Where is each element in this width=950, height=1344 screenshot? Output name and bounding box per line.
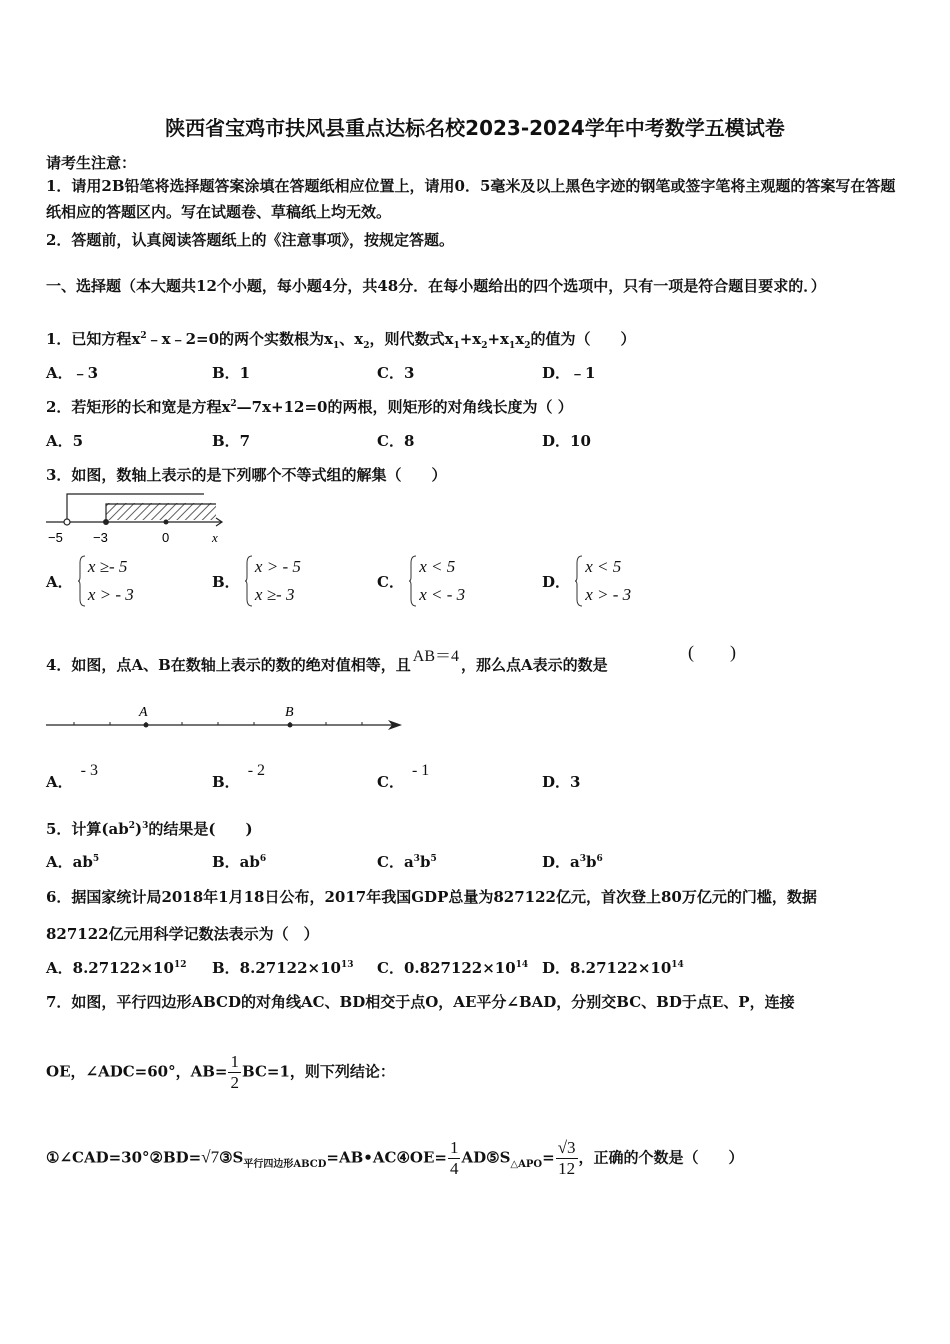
q2-option-c[interactable]: C．8: [377, 432, 415, 450]
question-7-line-3: $①\angle CAD=30^\circ ②BD=√7③S_{平行四边形ABCD}=AB•AC④OE=$ $\frac{1}{4}$ $AD⑤S_{\triangle APO}=$ $\frac{√3}{12}$ ，正确的个数是（ ）: [46, 1138, 744, 1178]
axis-label-zero: 0: [162, 530, 170, 545]
q1-option-d[interactable]: D．﹣1: [542, 364, 596, 382]
axis-label-minus3: −3: [93, 530, 108, 545]
fraction-sqrt3-over-12: $\frac{√3}{12}$: [557, 1138, 576, 1178]
question-3: 3．如图，数轴上表示的是下列哪个不等式组的解集（ ）: [46, 466, 447, 484]
axis-label-minus5: −5: [48, 530, 63, 545]
solution-shading: [106, 503, 216, 520]
page-title: 陕西省宝鸡市扶风县重点达标名校2023-2024学年中考数学五模试卷: [165, 116, 785, 140]
q1-option-c[interactable]: C．3: [377, 364, 415, 382]
q5-option-c[interactable]: C．$a^3b^5$: [377, 853, 437, 871]
q4-answer-paren: ( ): [688, 642, 736, 662]
q4-option-a[interactable]: A．- 3: [46, 762, 98, 791]
q3-option-c[interactable]: C． x < 5 x < - 3: [377, 557, 466, 604]
question-5: 5．计算$(ab^2)^3$的结果是( ): [46, 820, 253, 838]
notice-heading: 请考生注意：: [46, 154, 137, 172]
q4-option-b[interactable]: B．- 2: [212, 762, 266, 791]
question-7-line-2: OE，∠ADC=60°，AB= $\frac{1}{2}$ BC=1，则下列结论：: [46, 1052, 395, 1092]
section-heading: 一、选择题（本大题共12个小题，每小题4分，共48分．在每小题给出的四个选项中，只有一项是符合题目要求的．）: [46, 277, 826, 295]
origin-point: [164, 520, 169, 525]
q5-option-d[interactable]: D．$a^3b^6$: [542, 853, 603, 871]
q4-number-line-figure: [44, 700, 406, 736]
fraction-one-half: $\frac{1}{2}$: [230, 1052, 239, 1092]
question-1: 1．已知方程$x^2﹣x﹣2=0$的两个实数根为$x_1$、$x_2$，则代数式$x_1+x_2+x_1x_2$的值为（ ）: [46, 330, 636, 351]
q5-option-b[interactable]: B．$ab^6$: [212, 853, 267, 871]
q3-number-line-figure: [44, 491, 229, 547]
q4-option-c[interactable]: C．- 1: [377, 762, 430, 791]
question-6-line-1: 6．据国家统计局2018年1月18日公布，2017年我国GDP总量为827122亿元，首次登上80万亿元的门槛，数据: [46, 888, 817, 906]
q3-option-b[interactable]: B． x > - 5 x ≥- 3: [212, 557, 301, 604]
q2-option-b[interactable]: B．7: [212, 432, 251, 450]
point-b: [288, 723, 293, 728]
q3-option-a[interactable]: A． x ≥- 5 x > - 3: [46, 557, 134, 604]
question-7-line-1: 7．如图，平行四边形ABCD的对角线AC、BD相交于点O，AE平分∠BAD，分别交BC、BD于点E、P，连接: [46, 993, 795, 1011]
point-a-label: A: [139, 705, 148, 720]
question-2: 2．若矩形的长和宽是方程$x^2—7x+12=0$的两根，则矩形的对角线长度为（ ）: [46, 398, 573, 416]
open-point-minus5: [64, 519, 70, 525]
axis-label-x: x: [212, 530, 218, 545]
q6-option-a[interactable]: A．$8.27122\times 10^{12}$: [46, 959, 187, 977]
point-b-label: B: [285, 705, 294, 720]
q2-option-a[interactable]: A．5: [46, 432, 84, 450]
q6-option-c[interactable]: C．$0.827122\times 10^{14}$: [377, 959, 529, 977]
q4-option-d[interactable]: D．3: [542, 773, 581, 791]
q1-option-a[interactable]: A．﹣3: [46, 364, 99, 382]
sqrt-seven: √7: [201, 1147, 220, 1167]
q5-option-a[interactable]: A．$ab^5$: [46, 853, 100, 871]
point-a: [144, 723, 149, 728]
question-4: 4．如图，点A、B在数轴上表示的数的绝对值相等，且 AB＝4 ，那么点A表示的数是: [46, 648, 608, 674]
q6-option-b[interactable]: B．$8.27122\times 10^{13}$: [212, 959, 354, 977]
notice-item-1: 1．请用2B铅笔将选择题答案涂填在答题纸相应位置上，请用0．5毫米及以上黑色字迹的钢笔或签字笔将主观题的答案写在答题纸相应的答题区内。写在试题卷、草稿纸上均无效。: [46, 177, 896, 221]
question-6-line-2: 827122亿元用科学记数法表示为（ ）: [46, 925, 319, 943]
closed-point-minus3: [103, 519, 109, 525]
q6-option-d[interactable]: D．$8.27122\times 10^{14}$: [542, 959, 684, 977]
q2-option-d[interactable]: D．10: [542, 432, 591, 450]
notice-item-2: 2．答题前，认真阅读答题纸上的《注意事项》，按规定答题。: [46, 231, 454, 249]
fraction-one-quarter: $\frac{1}{4}$: [449, 1138, 459, 1178]
q1-option-b[interactable]: B．1: [212, 364, 251, 382]
q3-option-d[interactable]: D． x < 5 x > - 3: [542, 557, 632, 604]
